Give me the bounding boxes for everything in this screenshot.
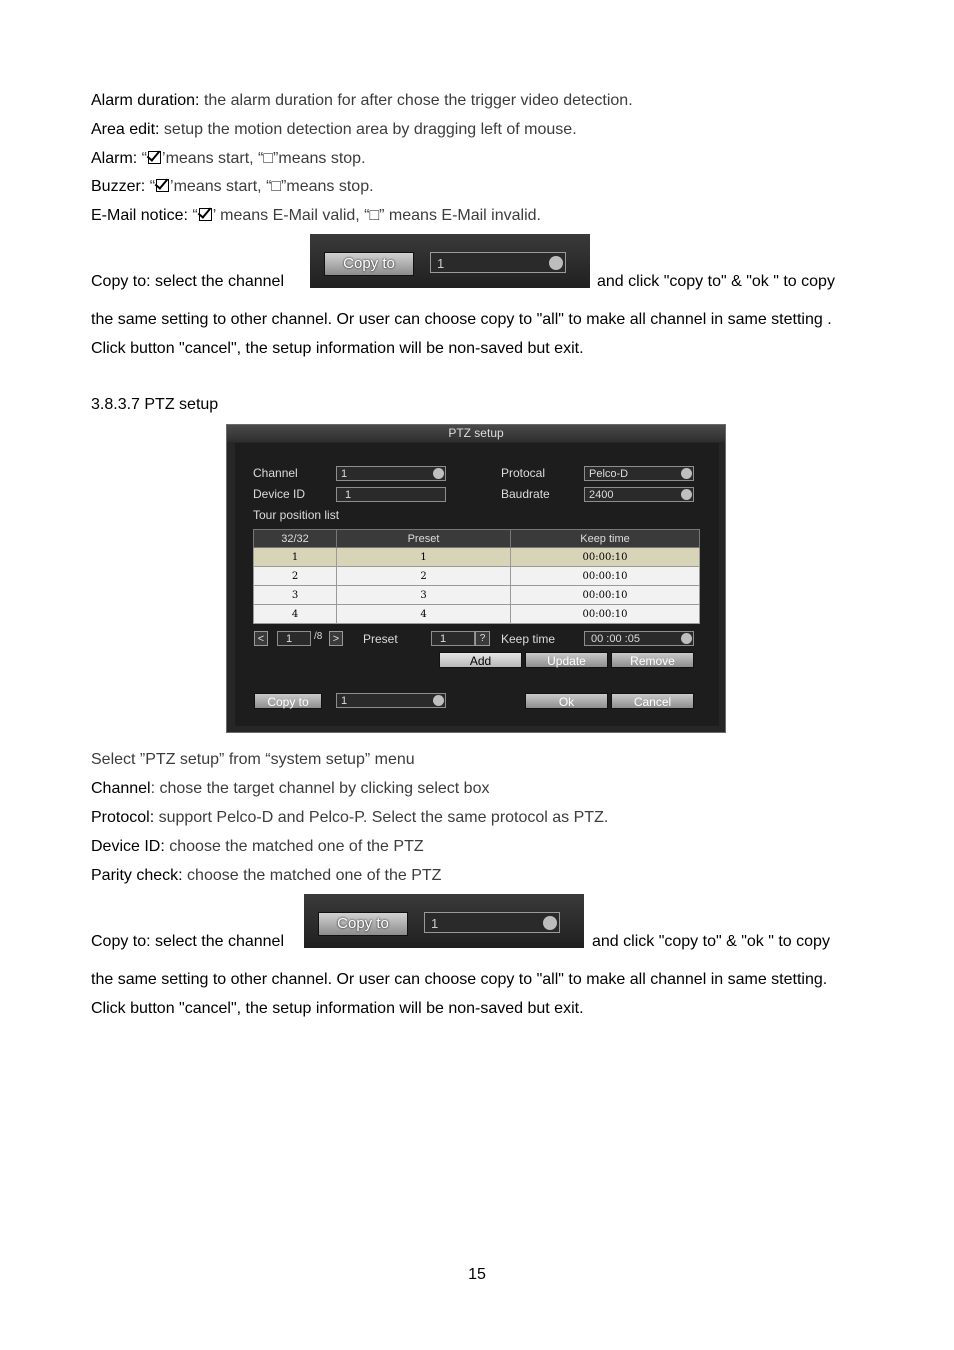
description: choose the matched one of the PTZ — [182, 867, 442, 884]
dropdown-icon — [543, 916, 557, 930]
email-notice-line — [91, 206, 541, 226]
channel-select — [424, 912, 560, 933]
next-page-button[interactable]: > — [329, 631, 343, 646]
dropdown-icon — [681, 489, 692, 500]
area-edit-line — [91, 120, 577, 140]
ptz-setup-dialog — [226, 424, 726, 733]
description: choose the matched one of the PTZ — [164, 838, 424, 855]
row-preset: 1 — [337, 548, 511, 567]
table-row[interactable] — [254, 548, 700, 567]
baudrate-select[interactable] — [584, 487, 694, 502]
row-preset: 3 — [337, 586, 511, 605]
count-header: 32/32 — [254, 530, 337, 548]
term: Alarm duration: — [91, 92, 200, 109]
term: E-Mail notice: — [91, 207, 188, 224]
row-keep-time: 00:00:10 — [511, 567, 700, 586]
baudrate-label: Baudrate — [501, 487, 550, 501]
checkbox-checked-icon — [199, 208, 212, 221]
keep-time-input[interactable] — [584, 631, 694, 646]
copy-to-text: Copy to: select the channel — [91, 933, 285, 950]
page-number: 15 — [468, 1266, 486, 1283]
quote: “ — [145, 178, 156, 195]
copy-to-line3: Click button "cancel", the setup information will be non-saved but exit. — [91, 1000, 584, 1017]
dialog-body — [235, 443, 719, 726]
row-keep-time: 00:00:10 — [511, 605, 700, 624]
keep-time-label: Keep time — [501, 632, 556, 646]
channel-select[interactable] — [336, 466, 446, 481]
checkbox-checked-icon — [148, 151, 161, 164]
dropdown-icon — [681, 633, 692, 644]
table-row[interactable] — [254, 605, 700, 624]
checkbox-checked-icon — [156, 179, 169, 192]
copy-to-value: 1 — [341, 695, 348, 707]
copy-to-button: Copy to — [318, 912, 408, 936]
alarm-line — [91, 149, 366, 169]
description: ’means start, “□”means stop. — [170, 178, 374, 195]
channel-select-value: 1 — [431, 916, 439, 931]
copy-to-screenshot — [304, 894, 584, 948]
channel-line — [91, 779, 489, 799]
description: setup the motion detection area by dragging left of mouse. — [159, 121, 577, 138]
keep-time-value: 00 :00 :05 — [591, 633, 640, 645]
term: Parity check: — [91, 867, 183, 884]
dialog-title: PTZ setup — [227, 425, 725, 442]
description: ’ means E-Mail valid, “□” means E-Mail invalid. — [212, 207, 541, 224]
row-keep-time: 00:00:10 — [511, 586, 700, 605]
channel-label: Channel — [253, 466, 298, 480]
quote: “ — [137, 150, 148, 167]
dropdown-icon — [549, 256, 563, 270]
baudrate-value: 2400 — [589, 489, 614, 501]
term: Channel — [91, 780, 151, 797]
protocol-value: Pelco-D — [589, 468, 629, 480]
device-id-label: Device ID — [253, 487, 306, 501]
row-index: 1 — [254, 548, 337, 567]
description: the alarm duration for after chose the trigger video detection. — [199, 92, 633, 109]
device-id-input[interactable]: 1 — [336, 487, 446, 502]
copy-to-text-after: and click "copy to" & "ok " to copy — [592, 933, 830, 950]
copy-to-line3: Click button "cancel", the setup information will be non-saved but exit. — [91, 340, 584, 357]
term: Device ID: — [91, 838, 165, 855]
copy-to-text: Copy to: select the channel — [91, 273, 285, 290]
description: : chose the target channel by clicking select box — [150, 780, 490, 797]
table-row[interactable] — [254, 567, 700, 586]
term: Buzzer: — [91, 178, 146, 195]
channel-value: 1 — [341, 468, 348, 480]
row-preset: 4 — [337, 605, 511, 624]
update-button[interactable]: Update — [525, 652, 608, 668]
row-index: 3 — [254, 586, 337, 605]
table-row[interactable] — [254, 586, 700, 605]
ok-button[interactable]: Ok — [525, 693, 608, 709]
page-total: /8 — [314, 631, 323, 642]
row-preset: 2 — [337, 567, 511, 586]
preset-header: Preset — [337, 530, 511, 548]
alarm-duration-line — [91, 91, 633, 111]
row-index: 2 — [254, 567, 337, 586]
term: Protocol: — [91, 809, 155, 826]
parity-check-line — [91, 866, 441, 886]
preset-input[interactable]: 1 — [431, 631, 475, 646]
copy-to-line2: the same setting to other channel. Or user can choose copy to "all" to make all channel in same stetting. — [91, 971, 828, 988]
description: Select ”PTZ setup” from “system setup” menu — [91, 751, 415, 768]
preset-label: Preset — [363, 632, 398, 646]
copy-to-line2: the same setting to other channel. Or user can choose copy to "all" to make all channel in same stetting . — [91, 311, 832, 328]
preset-help-button[interactable]: ? — [475, 631, 490, 646]
copy-to-screenshot — [310, 234, 590, 288]
copy-to-select[interactable] — [336, 693, 446, 708]
device-id-line — [91, 837, 424, 857]
tour-list-label: Tour position list — [253, 508, 340, 522]
buzzer-line — [91, 177, 374, 197]
page-input[interactable]: 1 — [277, 631, 311, 646]
description: ’means start, “□”means stop. — [162, 150, 366, 167]
cancel-button[interactable]: Cancel — [611, 693, 694, 709]
protocol-line — [91, 808, 608, 828]
copy-to-button[interactable]: Copy to — [254, 693, 322, 709]
quote: “ — [187, 207, 198, 224]
row-index: 4 — [254, 605, 337, 624]
select-ptz-line — [91, 750, 415, 770]
protocol-label: Protocal — [501, 466, 546, 480]
channel-select-value: 1 — [437, 256, 445, 271]
table-header-row — [254, 530, 700, 548]
prev-page-button[interactable]: < — [254, 631, 268, 646]
add-button[interactable]: Add — [439, 652, 522, 668]
protocol-select[interactable] — [584, 466, 694, 481]
keep-time-header: Keep time — [511, 530, 700, 548]
copy-to-button: Copy to — [324, 252, 414, 276]
dropdown-icon — [433, 468, 444, 479]
row-keep-time: 00:00:10 — [511, 548, 700, 567]
tour-position-table — [253, 529, 700, 624]
remove-button[interactable]: Remove — [611, 652, 694, 668]
dropdown-icon — [433, 695, 444, 706]
copy-to-text-after: and click "copy to" & "ok " to copy — [597, 273, 835, 290]
term: Area edit: — [91, 121, 160, 138]
description: support Pelco-D and Pelco-P. Select the same protocol as PTZ. — [154, 809, 609, 826]
dropdown-icon — [681, 468, 692, 479]
section-title: 3.8.3.7 PTZ setup — [91, 396, 219, 413]
term: Alarm: — [91, 150, 138, 167]
channel-select — [430, 252, 566, 273]
